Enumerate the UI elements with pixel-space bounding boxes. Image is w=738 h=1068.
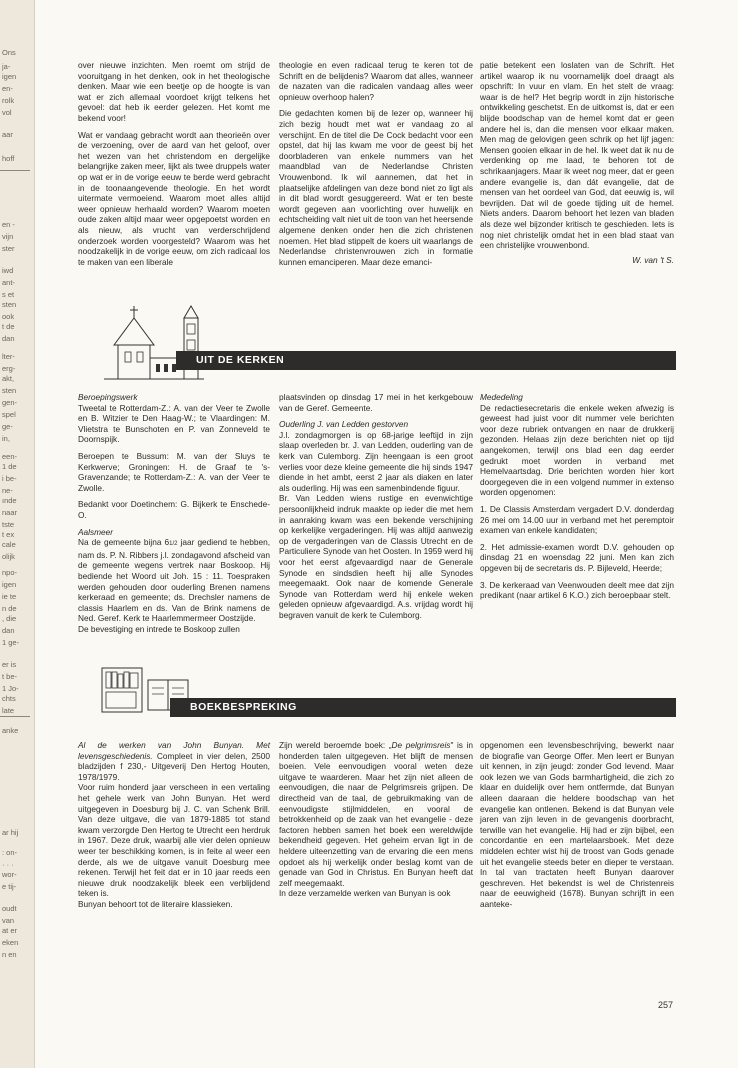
paragraph: Wat er vandaag gebracht wordt aan theorieën over de verzoening, over de aard van het geloof, over het wezen van het christendom en dergelijke belangrijke zaken meer, lijkt als twee druppels water op wat er in de vorige eeuw te berde werd gebracht in de toonaangevende theologie. En het wordt uitermate vermoeiend. Waarom moet alles altijd weer opnieuw herhaald worden? Waarom moeten oude zaken altijd maar weer opgepoetst worden en als nieuw, als vrucht van verderschrijdend onderzoek worden voorgesteld? Waarom was het noodzakelijk in de vorige eeuw, om zich radicaal los te maken van een liberale [78, 129, 270, 267]
bleed-text-fragment: spel [2, 410, 16, 419]
boek-column-2 [279, 740, 473, 905]
bleed-text-fragment: igen [2, 580, 17, 589]
paragraph: opgenomen een levensbeschrijving, bewerkt naar de biografie van George Offer. Men leert er Bunyan uit kennen, in zijn jeugd: zonder God levend. Maar ook lezen we van Gods barmhartigheid, die zich zo klaar en duidelijk over hem ontfermde, dat Bunyan alleen daaraan die heldere boodschap van het evangelie kan ontlenen. Bekend is dat Bunyan vele jaren van zijn leven in de gevangenis doorbracht, terwille van het evangelie. Hij had er zijn bijbel, een concordantie en een martelaarsboek. Met deze middelen echter wist hij de troost van Gods genade uit het evangelie steeds beter en dieper te verstaan. In tal van tractaten heeft Bunyan daarover geschreven. Het bekendst is wel de Christenreis naar de eeuwigheid (1678). Bunyan schrijft in een aanteke- [480, 740, 674, 909]
bleed-text-fragment: e tij- [2, 882, 17, 891]
bleed-text-fragment: hoff [2, 154, 15, 163]
paragraph: Tweetal te Rotterdam-Z.: A. van der Veer te Zwolle en B. Witzier te Den Haag-W.; te Vlaardingen: M. Vlietstra te Bunschoten en P. van Zonneveld te Doornspijk. [78, 402, 270, 445]
paragraph: J.l. zondagmorgen is op 68-jarige leeftijd in zijn slaap overleden br. J. van Ledden, ouderling van de kerk van Culemborg. Zijn heengaan is een groot verlies voor deze kleine gemeente die hij sinds 1947 diende in het ambt, eerst 2 jaar als diaken en later als ouderling. Hij was een samenbindende figuur. [279, 429, 473, 493]
section-banner-kerken [176, 351, 676, 370]
bleed-text-fragment: erg- [2, 364, 16, 373]
bleed-text-fragment: s et [2, 290, 15, 299]
bleed-text-fragment: sten [2, 300, 17, 309]
bleed-rule [0, 716, 30, 717]
book-title: Al de werken van John Bunyan. Met levensgeschiedenis. [78, 740, 270, 761]
bleed-text-fragment: dan [2, 626, 15, 635]
paragraph: Bunyan behoort tot de literaire klassieken. [78, 898, 233, 909]
bleed-text-fragment: van [2, 916, 15, 925]
bleed-text-fragment: ie te [2, 592, 17, 601]
author-signature: W. van 't S. [632, 254, 674, 265]
bleed-text-fragment: i be- [2, 474, 17, 483]
bleed-text-fragment: ınde [2, 496, 17, 505]
boek-column-1 [78, 740, 270, 916]
fraction: 1/2 [169, 541, 178, 548]
paragraph: 3. De kerkeraad van Veenwouden deelt mee dat zijn predikant (naar artikel 6 K.O.) zich beroepbaar stelt. [480, 579, 674, 601]
paragraph: Voor ruim honderd jaar verscheen in een vertaling het gehele werk van John Bunyan. Het werd uitgegeven in Doesburg bij J. C. van Schenk Brill. Van deze uitgave, die van 1879-1885 tot stand kwam verzorgde Den Hertog te Utrecht een herdruk in 1967. Deze druk, waarbij alle vier delen opnieuw weer ter beschikking komen, is in feite al weer een derde, als we de uitgave vanuit Doesburg mee rekenen. Terwijl het feit dat er in 10 jaar reeds een nieuwe druk noodzakelijk bleek een verblijdend teken is. [78, 782, 270, 899]
bleed-text-fragment: aar [2, 130, 13, 139]
bleed-text-fragment: olijk [2, 552, 15, 561]
bleed-text-fragment: naar [2, 508, 18, 517]
article-column-2 [279, 60, 473, 273]
bleed-rule [0, 170, 30, 171]
text-run: Zijn wereld beroemde boek: „ [279, 740, 392, 750]
paragraph: 2. Het admissie-examen wordt D.V. gehouden op dinsdag 21 en woensdag 22 juni. Men kan zich opgeven bij de secretaris ds. P. Bijleveld, Heerde; [480, 541, 674, 573]
bleed-text-fragment: Ons [2, 48, 16, 57]
bleed-text-fragment: late [2, 706, 15, 715]
text-run: jaar gediend te hebben, nam ds. P. N. Ribbers j.l. zondagavond afscheid van de gemeente wegens vertrek naar Boskoop. Hij bediende het Woord uit Joh. 15 : 11. Toespraken werden gehouden door ouderling Brenen namens kerkeraad en gemeente; ds. Drechsler namens de classis Haarlem en ds. Van de Brink namens de Ned. Geref. Kerk te Haarlemmermeer Oostzijde. [78, 537, 271, 624]
bleed-text-fragment: er is [2, 660, 17, 669]
bleed-text-fragment: vol [2, 108, 12, 117]
paragraph: In deze verzamelde werken van Bunyan is ook [279, 888, 451, 899]
bleed-text-fragment: ge- [2, 422, 13, 431]
bleed-text-fragment: en - [2, 220, 15, 229]
section-title: BOEKBESPREKING [190, 701, 297, 713]
subheading: Mededeling [480, 392, 523, 402]
paragraph [78, 537, 270, 624]
paragraph: patie betekent een loslaten van de Schrift. Het artikel waarop ik nu voornamelijk doel draagt als opschrift: In vuur en vlam. En het stelt de vraag: waar is de hel? Het begrip wordt in zijn historische ontwikkeling geschetst. En de uitkomst is, dat er een blijde boodschap van de hemel komt dat er geen andere hel is, dan die mensen voor elkaar maken. Men mag de gelovigen geen schrik op het lijf jagen: Mensen gooien elkaar in de hel. Ik weet dat ik nu de verdenking op me laad, te behoren tot de schrikaanjagers. Maar ik weet nog meer, dat er geen andere evangelie is, dan dát evangelie, dat de mensen van het oordeel van God, dat eeuwig is, wil bevrijden. Dat wil de goede tijding uit de hemel. Niets anders. Daarom behoort het lezen van bladen als deze wel bijzonder kritisch te geschieden. Iets is nog niet christelijk omdat het in een blad staat van een christelijke vrouwenbond. [480, 60, 674, 251]
paragraph: De redactiesecretaris die enkele weken afwezig is geweest had juist voor dit nummer vele berichten voor deze rubriek ontvangen en naar de drukkerij gezonden. Helaas zijn deze berichten niet op tijd aangekomen, terwijl ons blad een dag eerder gedrukt moet worden in verband met Hemelvaartsdag. Drie berichten worden hier kort doorgegeven die in een volgend nummer in extenso worden opgenomen: [480, 402, 674, 498]
bleed-text-fragment: · · · [2, 860, 14, 869]
kerken-column-3 [480, 392, 674, 607]
adjacent-page-strip [0, 0, 35, 1068]
paragraph: Die gedachten komen bij de lezer op, wanneer hij zich bezig houdt met wat er vandaag zo al verschijnt. En de titel die De Cock bedacht voor een opstel, dat hij las kwam me voor de geest bij het doorbladeren van enkele nummers van het maandblad van de Nederlandse Christen Vrouwenbond. Ik wil aannemen, dat het in plaatselijke afdelingen van deze bond niet zo ligt als in dit blad wordt gesuggereerd. Wat er ten beste wordt gegeven aan voorlichting over huwelijk en echtscheiding valt niet uit de toon van het heersende algemene denken onder hen die zich christenen noemen. Het blad stippelt de koers uit waarlangs de Nederlandse christenvrouwen zich in formatie kunnen emanciperen. Maar deze emanci- [279, 108, 473, 267]
bleed-text-fragment: n en [2, 950, 17, 959]
bleed-text-fragment: t de [2, 322, 15, 331]
bleed-text-fragment: ja- [2, 62, 11, 71]
bleed-text-fragment: iwd [2, 266, 14, 275]
bleed-text-fragment: oudt [2, 904, 17, 913]
bleed-text-fragment: ook [2, 312, 15, 321]
bleed-text-fragment: dan [2, 334, 15, 343]
bleed-text-fragment: wor- [2, 870, 17, 879]
bleed-text-fragment: rolk [2, 96, 15, 105]
text-run: Na de gemeente bijna 6 [78, 537, 170, 548]
kerken-column-1 [78, 392, 270, 640]
bleed-text-fragment: 1 Jo- [2, 684, 19, 693]
bleed-text-fragment: n de [2, 604, 17, 613]
bleed-text-fragment: tste [2, 520, 15, 529]
subheading: Beroepingswerk [78, 392, 138, 402]
bleed-text-fragment: at er [2, 926, 18, 935]
boek-column-3 [480, 740, 674, 916]
paragraph: Bedankt voor Doetinchem: G. Bijkerk te Enschede-O. [78, 499, 270, 520]
kerken-column-2 [279, 392, 473, 626]
paragraph: 1. De Classis Amsterdam vergadert D.V. donderdag 26 mei om 14.00 uur in verband met het peremptoir examen van enkele kandidaten; [480, 503, 674, 536]
paragraph: De bevestiging en intrede te Boskoop zullen [78, 623, 240, 634]
bleed-text-fragment: sten [2, 386, 17, 395]
bleed-text-fragment: een- [2, 452, 18, 461]
page-number: 257 [658, 1000, 674, 1010]
church-illustration [104, 300, 204, 386]
bleed-text-fragment: t ex [2, 530, 15, 539]
text-run: " is in honderden talen uitgegeven. Het blijft de mensen boeien. Vele eenvoudigen vooral weten deze uitgave te waarderen. Maar het zijn niet alleen de eenvoudigen, die naar de Pelgrimsreis grijpen. De directheid van de taal, de gebruikmaking van de eenvoudigste stijlmiddelen, en vooral de betrokkenheid op de zaak van het evangelie - deze factoren hebben samen het boek een wereldwijde bekendheid gegeven. Het geheim ervan ligt in de heldere uiteenzetting van de ervaring die een mens opdoet als hij werkelijk onder beslag komt van de genade van God in Christus. En Bunyan heeft dat zelf meegemaakt. [279, 740, 473, 888]
bleed-text-fragment: chts [2, 694, 16, 703]
bleed-text-fragment: ant- [2, 278, 15, 287]
bleed-text-fragment: lter- [2, 352, 15, 361]
book-title: De pelgrimsreis [391, 740, 451, 750]
bleed-text-fragment: 1 de [2, 462, 17, 471]
paragraph [279, 740, 473, 888]
paragraph: plaatsvinden op dinsdag 17 mei in het kerkgebouw van de Geref. Gemeente. [279, 392, 473, 413]
bleed-text-fragment: npo- [2, 568, 18, 577]
magazine-page [36, 0, 738, 1068]
bleed-text-fragment: , die [2, 614, 17, 623]
subheading: Aalsmeer [78, 526, 114, 537]
bleed-text-fragment: cale [2, 540, 16, 549]
paragraph [78, 740, 270, 782]
subheading: Ouderling J. van Ledden gestorven [279, 419, 409, 430]
bleed-text-fragment: anke [2, 726, 19, 735]
bleed-text-fragment: t be- [2, 672, 18, 681]
text-run: Compleet in vier delen, 2500 bladzijden f 230,- Uitgeverij Den Hertog Houten, 1978/1979. [78, 750, 270, 782]
bleed-text-fragment: 1 ge- [2, 638, 20, 647]
paragraph: theologie en even radicaal terug te keren tot de Schrift en de belijdenis? Waarom dat alles, wanneer de nazaten van die radicalen vandaag alles weer opnieuw overhoop halen? [279, 60, 473, 102]
section-banner-boekbespreking [170, 698, 676, 717]
article-column-1 [78, 60, 270, 273]
paragraph: Br. Van Ledden wiens rustige en evenwichtige persoonlijkheid indruk maakte op ieder die met hem in aanraking kwam was een bekende verschijning op kerkelijke vergaderingen. Hij was altijd aanwezig op de vergaderingen van de Classis Utrecht en de Particuliere Synode van het Oosten. In 1959 werd hij voor het eerst afgevaardigd naar de Generale Synode en sindsdien heeft hij alle Synodes meegemaakt. Ook naar de komende Generale Synode van Rotterdam werd hij enkele weken geleden opnieuw afgevaardigd. A.s. vrijdag wordt hij begraven vanuit de kerk te Culemborg. [279, 493, 473, 620]
bleed-text-fragment: igen [2, 72, 17, 81]
bleed-text-fragment: ar hij [2, 828, 19, 837]
article-column-3 [480, 60, 674, 265]
bleed-text-fragment: akt, [2, 374, 15, 383]
bleed-text-fragment: : on- [2, 848, 18, 857]
bleed-text-fragment: en- [2, 84, 13, 93]
bleed-text-fragment: ne- [2, 486, 13, 495]
section-title: UIT DE KERKEN [196, 354, 285, 366]
bleed-text-fragment: ster [2, 244, 15, 253]
bleed-text-fragment: vijn [2, 232, 14, 241]
bleed-text-fragment: eken [2, 938, 19, 947]
bleed-text-fragment: gen- [2, 398, 18, 407]
bleed-text-fragment: in, [2, 434, 10, 443]
paragraph: Beroepen te Bussum: M. van der Sluys te Kerkwerve; Groningen: H. de Graaf te 's-Gravenzande; te Rotterdam-Z.: A. van der Veer te Zwolle. [78, 450, 270, 493]
paragraph: over nieuwe inzichten. Men roemt om strijd de vooruitgang in het denken, ook in het theologische denken. Maar wie een beetje op de hoogte is van wat er zich allemaal voordoet krijgt telkens het gevoel: dat heb ik eerder gelezen. Het komt me bekend voor! [78, 60, 270, 123]
